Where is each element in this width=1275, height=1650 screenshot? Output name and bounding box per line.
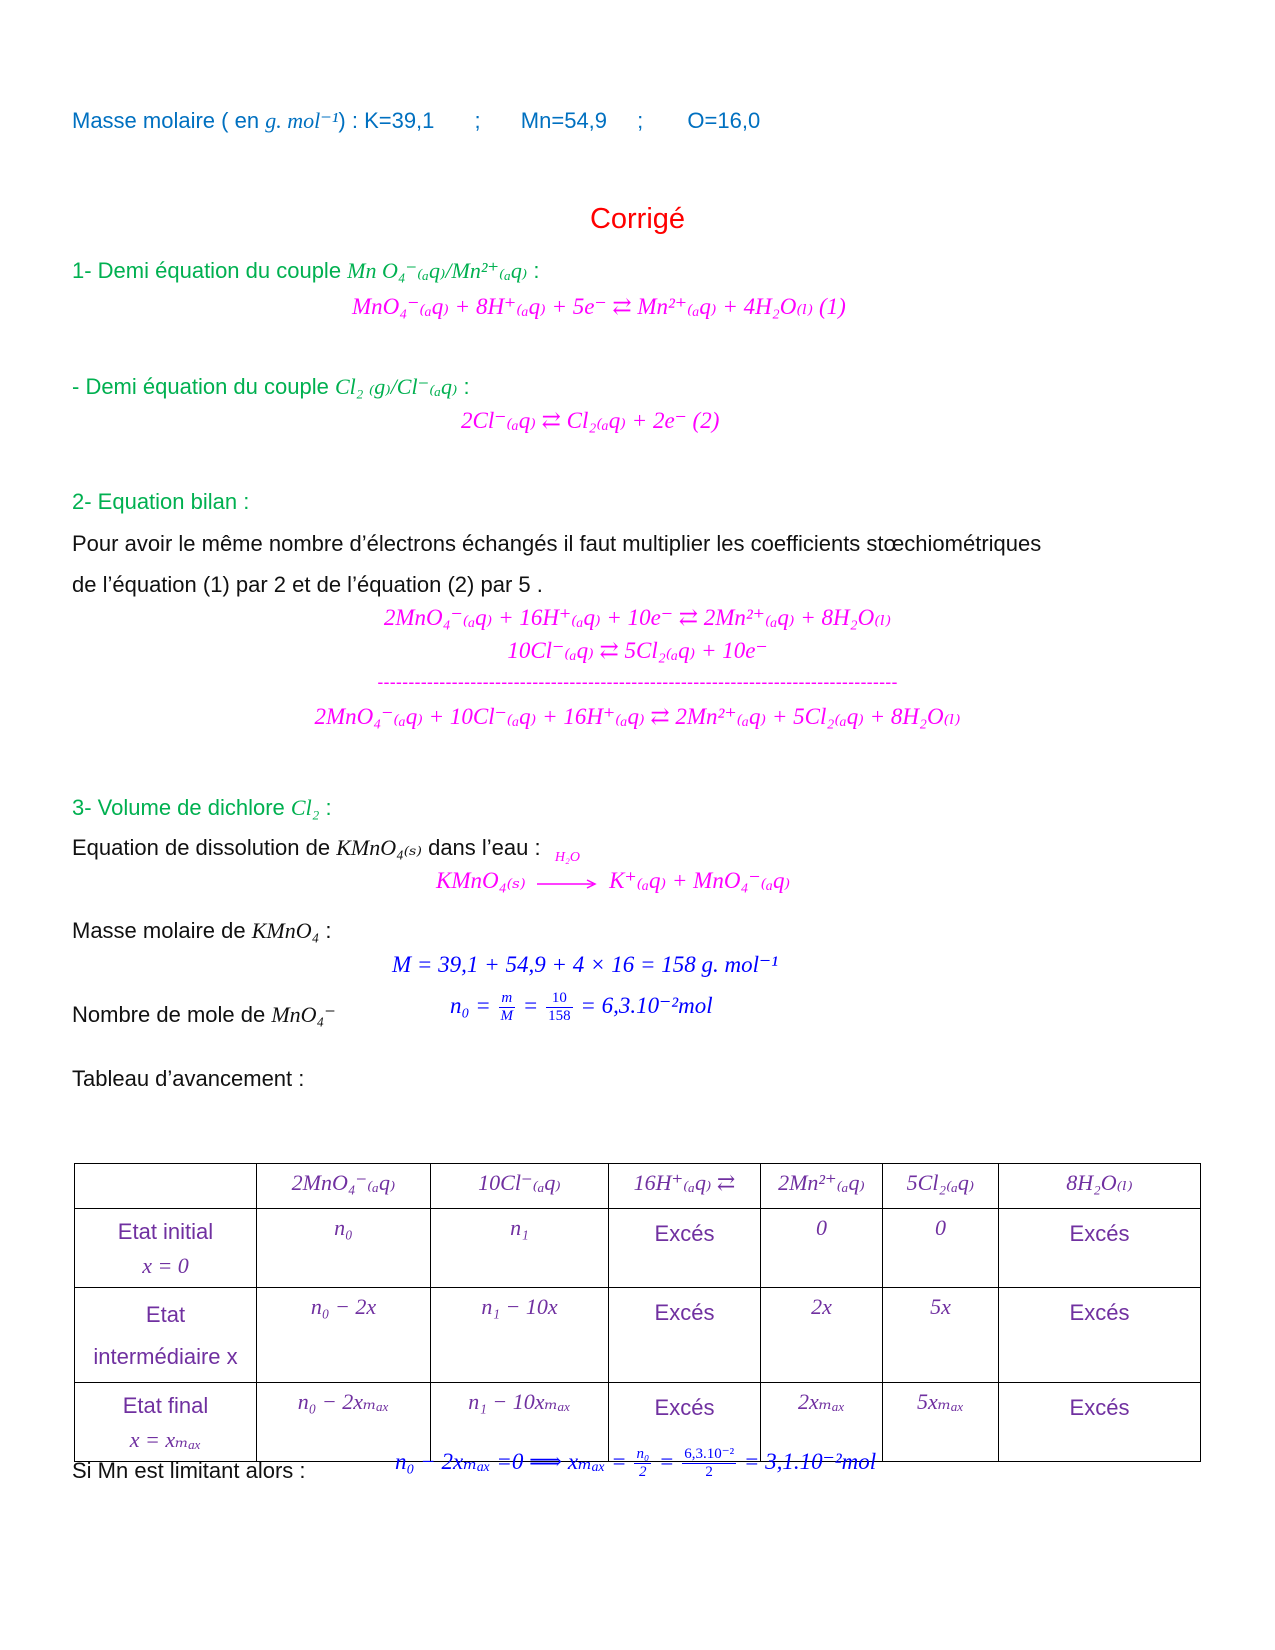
q1-heading2-colon: : — [457, 374, 470, 399]
molar-mass-unit: g. mol⁻¹ — [265, 108, 339, 133]
molar-mass-line — [72, 108, 760, 134]
fraction-numerator: 6,3.10⁻² — [684, 1446, 735, 1462]
table-header-cell — [75, 1164, 257, 1209]
q1-heading2-text: - Demi équation du couple — [72, 374, 335, 399]
table-header-cell: 16H⁺₍ₐq₎ ⇄ — [609, 1164, 761, 1209]
moles-heading — [72, 1002, 336, 1028]
dissolution-text — [72, 835, 541, 861]
fraction-denominator: M — [500, 1008, 514, 1024]
row-label-line: Etat — [145, 1302, 186, 1327]
molar-mass-label: Masse molaire de — [72, 918, 252, 943]
table-cell: Excés — [609, 1288, 761, 1383]
row-label-line: x = 0 — [142, 1253, 189, 1278]
molar-mass-o: O=16,0 — [687, 108, 761, 133]
molar-mass-mn: Mn=54,9 — [520, 108, 608, 133]
fraction-10-over-158 — [546, 990, 573, 1025]
balanced-equation-1: 2MnO₄⁻₍ₐq₎ + 16H⁺₍ₐq₎ + 10e⁻ ⇄ 2Mn²⁺₍ₐq₎ + 8H₂O₍ₗ₎ — [383, 605, 892, 630]
table-title: Tableau d’avancement : — [72, 1066, 305, 1091]
equals-sign: = — [658, 1448, 675, 1474]
moles-result: = 6,3.10⁻²mol — [580, 992, 713, 1018]
equals-sign: = — [522, 992, 539, 1018]
molar-mass-sep: ; — [474, 108, 481, 133]
dissolution-equation — [436, 849, 791, 896]
fraction-denominator: 158 — [548, 1008, 571, 1024]
table-cell: 2xₘₐₓ — [761, 1383, 883, 1462]
half-equation-2: 2Cl⁻₍ₐq₎ ⇄ Cl₂₍ₐq₎ + 2e⁻ (2) — [461, 408, 720, 433]
molar-mass-heading — [72, 918, 332, 944]
table-row — [75, 1209, 1201, 1288]
equation-separator: ------------------------------------------------------------------------------------ — [377, 672, 898, 692]
molar-mass-colon: : — [319, 918, 332, 943]
limiting-calculation — [395, 1446, 876, 1481]
fraction-value-over-2 — [682, 1446, 736, 1481]
q3-heading — [72, 795, 332, 821]
row-label-line: intermédiaire x — [93, 1344, 238, 1369]
table-cell: Excés — [609, 1383, 761, 1462]
table-cell: Excés — [609, 1209, 761, 1288]
fraction-denominator: 2 — [705, 1464, 713, 1480]
dissolution-products: K⁺₍ₐq₎ + MnO₄⁻₍ₐq₎ — [609, 868, 791, 893]
q1-heading2-couple: Cl₂ ₍g₎/Cl⁻₍ₐq₎ — [334, 374, 458, 399]
q1-heading — [72, 258, 540, 284]
table-cell: 2x — [761, 1288, 883, 1383]
fraction-numerator: 10 — [546, 990, 573, 1008]
q1-heading-text: 1- Demi équation du couple — [72, 258, 348, 283]
table-cell: n₁ − 10xₘₐₓ — [431, 1383, 609, 1462]
limiting-result: = 3,1.10⁻²mol — [743, 1448, 877, 1474]
limiting-text: Si Mn est limitant alors : — [72, 1458, 306, 1483]
limiting-eq-start: n₀ − 2xₘₐₓ =0 ⟹ xₘₐₓ = — [395, 1448, 627, 1474]
dissolution-label: Equation de dissolution de — [72, 835, 337, 860]
progress-table — [74, 1163, 1201, 1462]
global-equation: 2MnO₄⁻₍ₐq₎ + 10Cl⁻₍ₐq₎ + 16H⁺₍ₐq₎ ⇄ 2Mn²⁺₍ₐq₎ + 5Cl₂₍ₐq₎ + 8H₂O₍ₗ₎ — [314, 704, 961, 729]
reaction-arrow — [535, 849, 599, 896]
half-equation-1: MnO₄⁻₍ₐq₎ + 8H⁺₍ₐq₎ + 5e⁻ ⇄ Mn²⁺₍ₐq₎ + 4H₂O₍ₗ₎ (1) — [352, 294, 846, 319]
balanced-equation-2: 10Cl⁻₍ₐq₎ ⇄ 5Cl₂₍ₐq₎ + 10e⁻ — [507, 638, 768, 663]
fraction-m-over-m — [499, 990, 516, 1025]
table-cell: n₀ − 2x — [257, 1288, 431, 1383]
table-header-cell: 2Mn²⁺₍ₐq₎ — [761, 1164, 883, 1209]
row-label — [75, 1288, 257, 1383]
row-label-line: x = xₘₐₓ — [129, 1427, 202, 1452]
table-header-cell: 10Cl⁻₍ₐq₎ — [431, 1164, 609, 1209]
table-cell: n₀ − 2xₘₐₓ — [257, 1383, 431, 1462]
q2-paragraph-line-2: de l’équation (1) par 2 et de l’équation (2) par 5 . — [72, 572, 543, 597]
table-cell: Excés — [999, 1209, 1201, 1288]
table-cell: n₁ — [431, 1209, 609, 1288]
table-cell: Excés — [999, 1383, 1201, 1462]
q2-paragraph-line-1: Pour avoir le même nombre d’électrons échangés il faut multiplier les coefficients stœchiométriques — [72, 531, 1042, 556]
table-cell: 0 — [761, 1209, 883, 1288]
table-cell: n₀ — [257, 1209, 431, 1288]
moles-formula: MnO₄⁻ — [271, 1002, 336, 1027]
row-label-line: Etat initial — [117, 1219, 214, 1244]
molar-mass-k: ) : K=39,1 — [338, 108, 435, 133]
moles-calculation — [450, 990, 713, 1025]
fraction-n0-over-2 — [634, 1446, 651, 1481]
table-header-cell: 2MnO₄⁻₍ₐq₎ — [257, 1164, 431, 1209]
fraction-numerator: m — [499, 990, 516, 1008]
q1-heading-2 — [72, 374, 470, 400]
table-cell: Excés — [999, 1288, 1201, 1383]
q3-heading-formula: Cl₂ — [290, 795, 320, 820]
moles-label: Nombre de mole de — [72, 1002, 272, 1027]
dissolution-reactant: KMnO₄₍ₛ₎ — [436, 868, 526, 893]
q2-heading: 2- Equation bilan : — [72, 489, 250, 514]
table-cell: 5xₘₐₓ — [883, 1383, 999, 1462]
molar-mass-calculation: M = 39,1 + 54,9 + 4 × 16 = 158 g. mol⁻¹ — [392, 952, 779, 977]
page-title: Corrigé — [589, 203, 686, 235]
row-label — [75, 1209, 257, 1288]
q1-heading-couple: Mn O₄⁻₍ₐq₎/Mn²⁺₍ₐq₎ — [347, 258, 528, 283]
table-cell: 5x — [883, 1288, 999, 1383]
q3-heading-text: 3- Volume de dichlore — [72, 795, 291, 820]
molar-mass-formula: KMnO₄ — [251, 918, 320, 943]
molar-mass-prefix: Masse molaire ( en — [72, 108, 266, 133]
molar-mass-sep: ; — [637, 108, 644, 133]
row-label — [75, 1383, 257, 1462]
table-header-cell: 8H₂O₍ₗ₎ — [999, 1164, 1201, 1209]
table-cell: 0 — [883, 1209, 999, 1288]
table-cell: n₁ − 10x — [431, 1288, 609, 1383]
table-row — [75, 1288, 1201, 1383]
q3-heading-colon: : — [319, 795, 332, 820]
arrow-label: H₂O — [554, 849, 580, 865]
dissolution-suffix: dans l’eau : — [421, 835, 541, 860]
row-label-line: Etat final — [122, 1393, 209, 1418]
fraction-denominator: 2 — [639, 1464, 647, 1480]
q1-heading-colon: : — [527, 258, 540, 283]
table-header-cell: 5Cl₂₍ₐq₎ — [883, 1164, 999, 1209]
dissolution-formula: KMnO₄₍ₛ₎ — [336, 835, 422, 860]
arrow-icon — [535, 878, 599, 890]
fraction-numerator: n₀ — [636, 1446, 650, 1462]
table-header-row — [75, 1164, 1201, 1209]
moles-n0: n₀ = — [450, 992, 491, 1018]
